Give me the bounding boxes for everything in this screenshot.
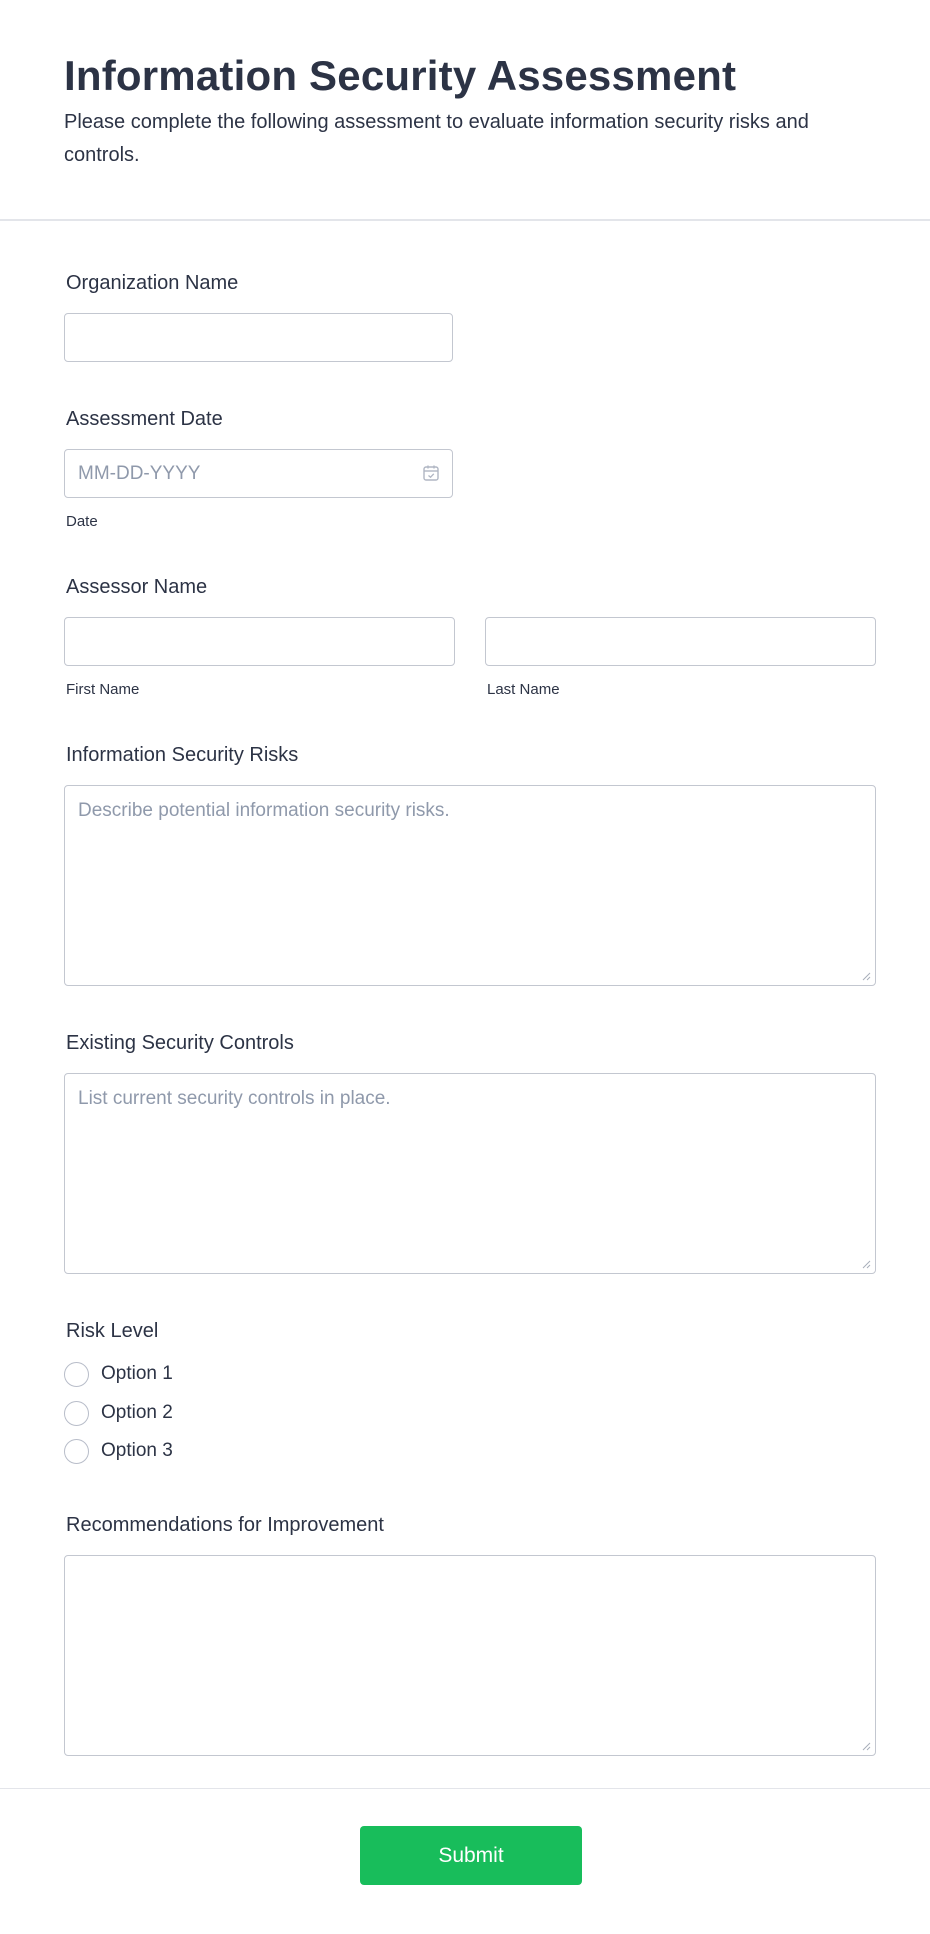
security-controls-label: Existing Security Controls bbox=[66, 1032, 294, 1054]
organization-name-input[interactable] bbox=[64, 313, 453, 362]
last-name-sublabel: Last Name bbox=[487, 681, 560, 698]
assessment-date-sublabel: Date bbox=[66, 513, 98, 530]
resize-handle-icon[interactable] bbox=[861, 1259, 871, 1269]
footer-divider bbox=[0, 1788, 930, 1789]
page-subtitle: Please complete the following assessment to evaluate information security risks and controls. bbox=[64, 111, 809, 166]
radio-option-label: Option 1 bbox=[101, 1363, 173, 1384]
recommendations-textarea[interactable] bbox=[64, 1555, 876, 1756]
security-risks-textarea[interactable] bbox=[64, 785, 876, 986]
radio-button[interactable] bbox=[64, 1362, 89, 1387]
first-name-input[interactable] bbox=[64, 617, 455, 666]
recommendations-label: Recommendations for Improvement bbox=[66, 1514, 384, 1536]
last-name-input[interactable] bbox=[485, 617, 876, 666]
risk-level-option-3[interactable] bbox=[64, 1438, 173, 1464]
calendar-icon[interactable] bbox=[422, 464, 440, 482]
submit-button[interactable]: Submit bbox=[360, 1826, 582, 1885]
resize-handle-icon[interactable] bbox=[861, 971, 871, 981]
resize-handle-icon[interactable] bbox=[861, 1741, 871, 1751]
assessment-date-placeholder: MM-DD-YYYY bbox=[78, 463, 201, 484]
assessor-name-label: Assessor Name bbox=[66, 576, 208, 598]
security-controls-placeholder: List current security controls in place. bbox=[78, 1088, 391, 1109]
risk-level-option-1[interactable] bbox=[64, 1361, 173, 1387]
radio-button[interactable] bbox=[64, 1439, 89, 1464]
security-risks-label: Information Security Risks bbox=[66, 744, 299, 766]
assessment-date-input[interactable] bbox=[64, 449, 453, 498]
organization-name-label: Organization Name bbox=[66, 272, 239, 294]
assessment-date-label: Assessment Date bbox=[66, 408, 223, 430]
first-name-sublabel: First Name bbox=[66, 681, 140, 698]
risk-level-option-2[interactable] bbox=[64, 1400, 173, 1426]
page-title: Information Security Assessment bbox=[64, 52, 737, 99]
security-risks-placeholder: Describe potential information security risks. bbox=[78, 800, 450, 821]
form-header bbox=[0, 0, 930, 221]
radio-option-label: Option 2 bbox=[101, 1402, 173, 1423]
radio-button[interactable] bbox=[64, 1401, 89, 1426]
radio-option-label: Option 3 bbox=[101, 1440, 173, 1461]
security-controls-textarea[interactable] bbox=[64, 1073, 876, 1274]
risk-level-label: Risk Level bbox=[66, 1320, 159, 1342]
